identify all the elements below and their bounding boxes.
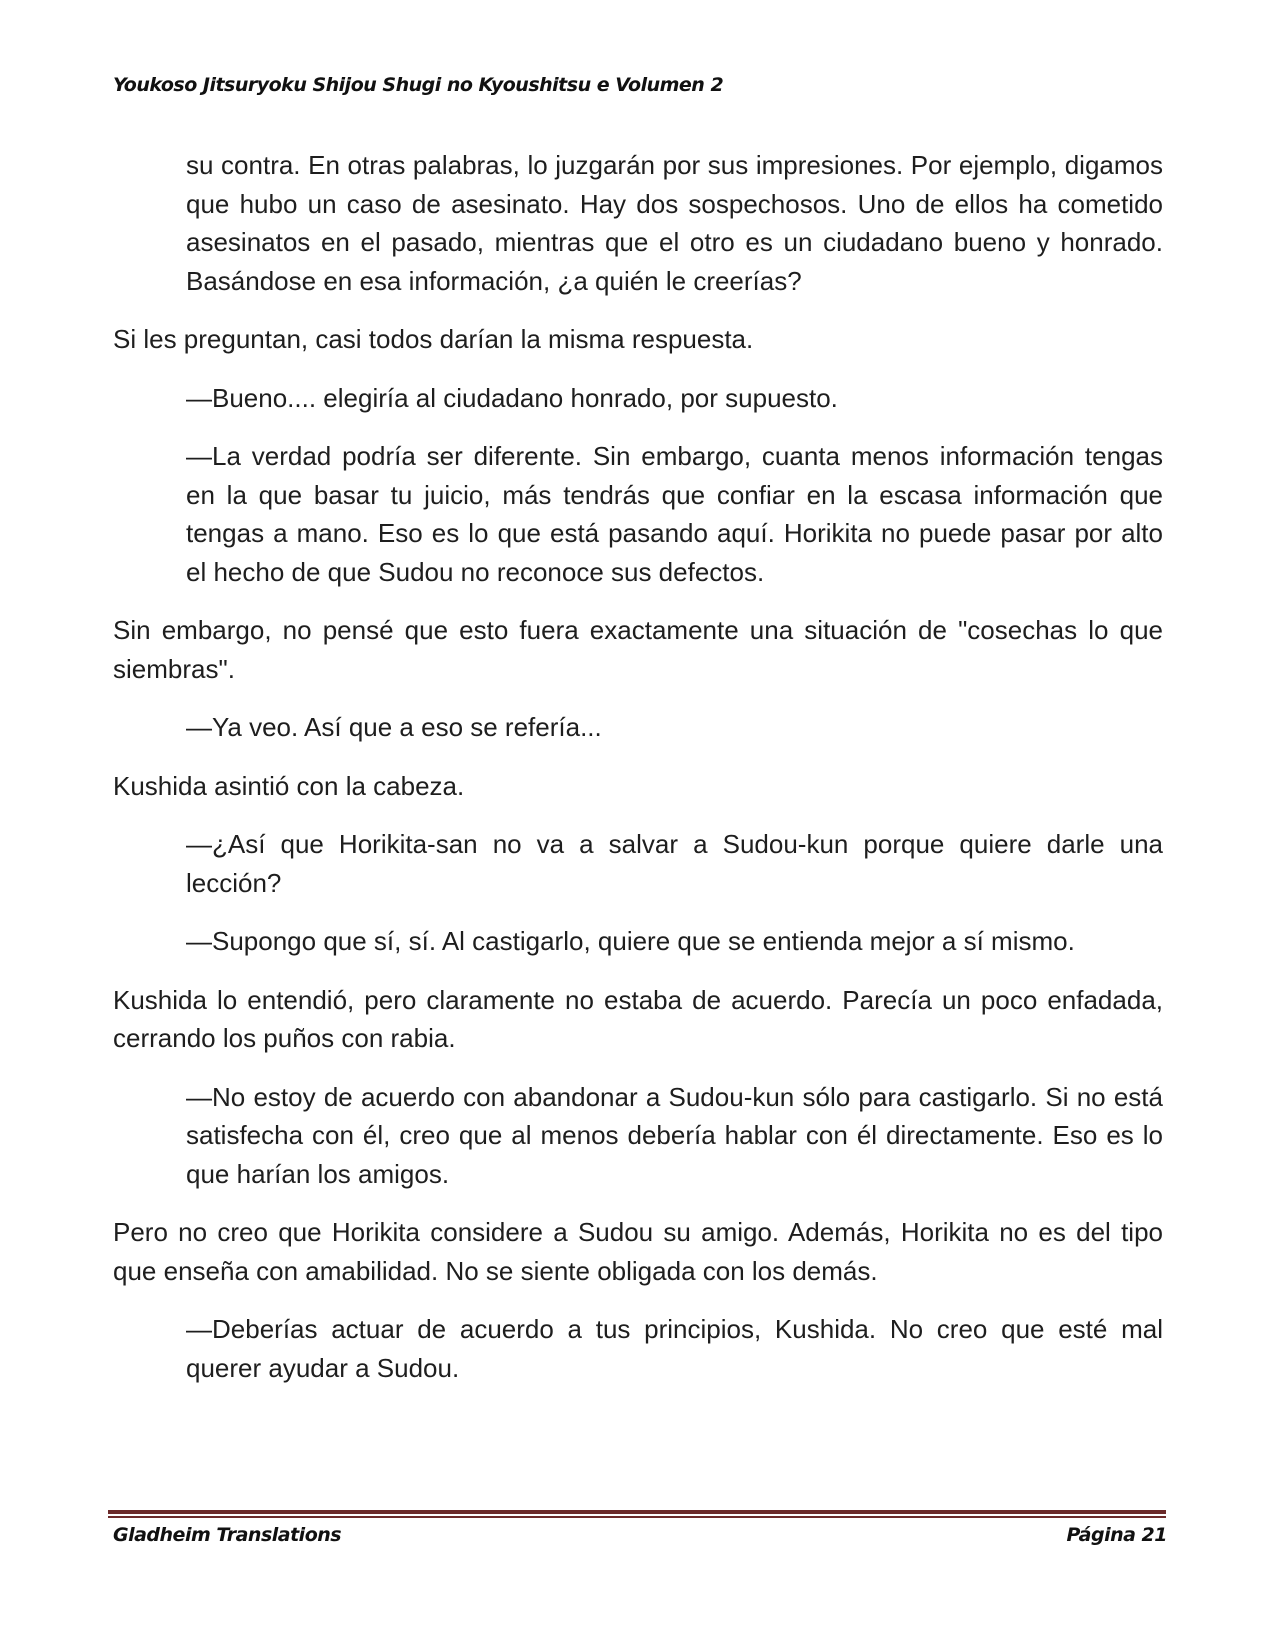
paragraph-dialogue: su contra. En otras palabras, lo juzgarán por sus impresiones. Por ejemplo, digamos que hubo un caso de asesinato. Hay dos sospechosos. Uno de ellos ha cometido asesinatos en el pasado, mientras que el otro es un ciudadano bueno y honrado. Basándose en esa información, ¿a quién le creerías?: [186, 150, 1163, 296]
paragraph-dialogue: —No estoy de acuerdo con abandonar a Sudou-kun sólo para castigarlo. Si no está satisfecha con él, creo que al menos debería hablar con él directamente. Eso es lo que harían los amigos.: [186, 1081, 1163, 1189]
paragraph-narration: Si les preguntan, casi todos darían la misma respuesta.: [113, 324, 754, 354]
paragraph-narration: Kushida asintió con la cabeza.: [113, 770, 465, 801]
footer-divider-thick: [108, 1510, 1166, 1514]
footer-publisher: Gladheim Translations: [113, 1524, 342, 1546]
paragraph-dialogue: —Deberías actuar de acuerdo a tus principios, Kushida. No creo que esté mal querer ayudar a Sudou.: [186, 1314, 1163, 1383]
footer-divider: [108, 1510, 1166, 1518]
footer-divider-thin: [108, 1516, 1166, 1518]
paragraph-narration: Pero no creo que Horikita considere a Sudou su amigo. Además, Horikita no es del tipo que enseña con amabilidad. No se siente obligada con los demás.: [113, 1217, 1163, 1286]
paragraph-dialogue: —¿Así que Horikita-san no va a salvar a Sudou-kun porque quiere darle una lección?: [186, 829, 1163, 898]
paragraph-dialogue: —Ya veo. Así que a eso se refería...: [186, 712, 602, 742]
paragraph-dialogue: —Bueno.... elegiría al ciudadano honrado, por supuesto.: [186, 382, 838, 413]
body-text: [113, 146, 1163, 1407]
paragraph-narration: Kushida lo entendió, pero claramente no estaba de acuerdo. Parecía un poco enfadada, cerrando los puños con rabia.: [113, 984, 1163, 1053]
paragraph-narration: Sin embargo, no pensé que esto fuera exactamente una situación de "cosechas lo que siembras".: [113, 615, 1163, 684]
running-header: Youkoso Jitsuryoku Shijou Shugi no Kyoushitsu e Volumen 2: [113, 74, 724, 96]
paragraph-dialogue: —Supongo que sí, sí. Al castigarlo, quiere que se entienda mejor a sí mismo.: [186, 926, 1075, 956]
paragraph-dialogue: —La verdad podría ser diferente. Sin embargo, cuanta menos información tengas en la que basar tu juicio, más tendrás que confiar en la escasa información que tengas a mano. Eso es lo que está pasando aquí. Horikita no puede pasar por alto el hecho de que Sudou no reconoce sus defectos.: [186, 441, 1163, 587]
footer-page-number: Página 21: [1066, 1524, 1167, 1546]
